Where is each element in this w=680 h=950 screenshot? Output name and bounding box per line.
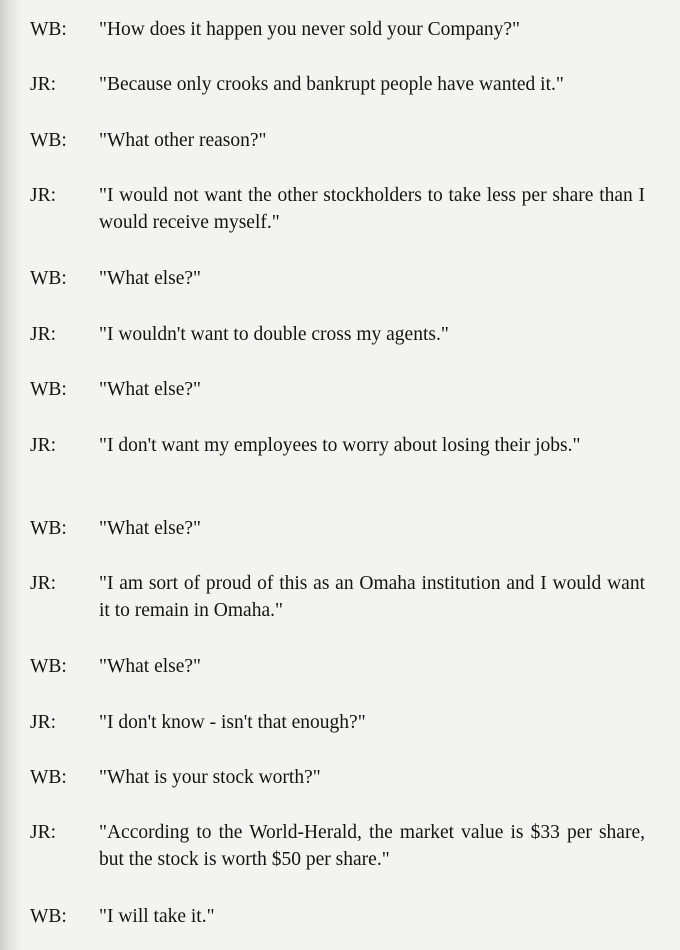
speaker-label: JR: — [30, 74, 57, 95]
speaker-label: WB: — [30, 19, 67, 40]
speech-text: "I would not want the other stockholders to take less per share than I would receive myself." — [99, 185, 645, 233]
speech-text: "I wouldn't want to double cross my agents." — [99, 324, 449, 345]
speech-text: "What is your stock worth?" — [99, 767, 321, 788]
speech-text: "What else?" — [99, 379, 201, 400]
speaker-label: WB: — [30, 767, 67, 788]
speech-text: "I am sort of proud of this as an Omaha institution and I would want it to remain in Omaha." — [99, 573, 645, 621]
speech-text: "How does it happen you never sold your Company?" — [99, 19, 521, 40]
speech-text: "What else?" — [99, 656, 201, 677]
speech-text: "What other reason?" — [99, 130, 267, 151]
speech-text: "What else?" — [99, 518, 201, 539]
speaker-label: WB: — [30, 130, 67, 151]
speaker-label: WB: — [30, 518, 67, 539]
speech-text: "Because only crooks and bankrupt people have wanted it." — [99, 74, 564, 95]
speaker-label: JR: — [30, 185, 57, 206]
speaker-label: JR: — [30, 822, 57, 843]
speech-text: "I don't know - isn't that enough?" — [99, 712, 366, 733]
speaker-label: WB: — [30, 379, 67, 400]
speaker-label: WB: — [30, 906, 67, 927]
speech-text: "I will take it." — [99, 906, 215, 927]
speaker-label: WB: — [30, 656, 67, 677]
speaker-label: JR: — [30, 573, 57, 594]
speaker-label: JR: — [30, 324, 57, 345]
speech-text: "What else?" — [99, 268, 201, 289]
speaker-label: WB: — [30, 268, 67, 289]
speaker-label: JR: — [30, 435, 57, 456]
speech-text: "I don't want my employees to worry about losing their jobs." — [99, 435, 581, 456]
speech-text: "According to the World-Herald, the market value is $33 per share, but the stock is worth $50 per share." — [99, 822, 645, 870]
speaker-label: JR: — [30, 712, 57, 733]
